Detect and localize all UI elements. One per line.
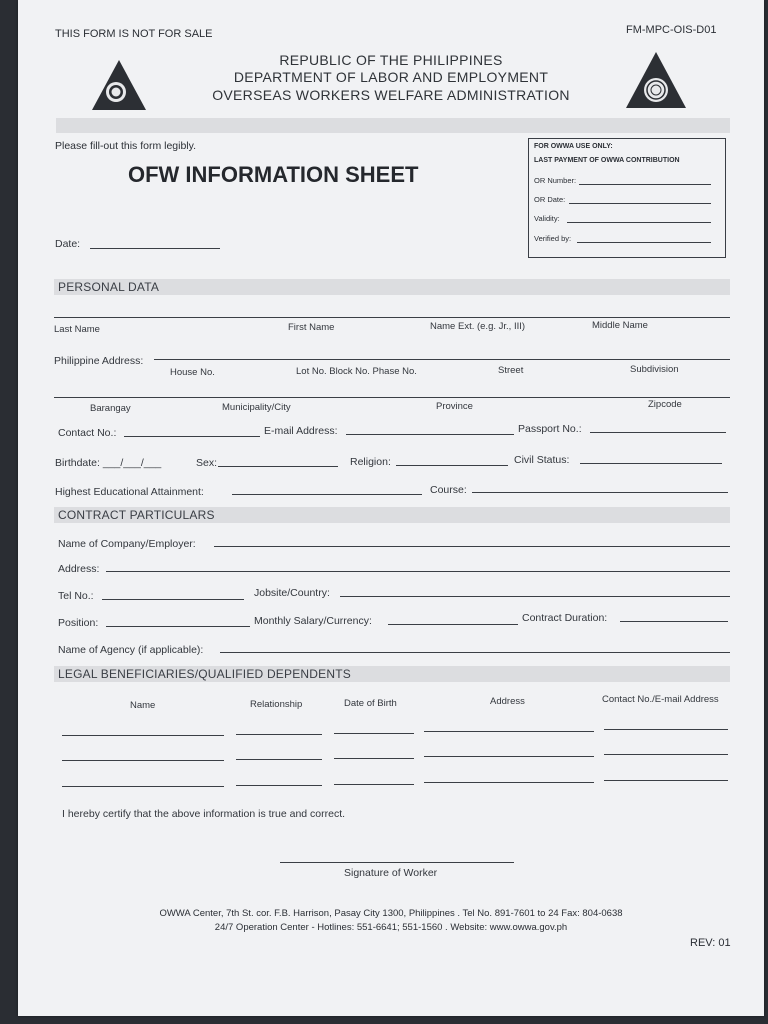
agency-field[interactable] <box>220 652 730 653</box>
passport-field[interactable] <box>590 432 726 433</box>
municipality-label: Municipality/City <box>222 402 291 413</box>
or-date-field[interactable] <box>569 203 711 204</box>
or-number-label: OR Number: <box>534 176 577 185</box>
salary-field[interactable] <box>388 624 518 625</box>
full-name-field[interactable] <box>54 317 730 318</box>
beneficiary-1-relationship[interactable] <box>236 734 322 735</box>
education-field[interactable] <box>232 494 422 495</box>
course-label: Course: <box>430 484 467 496</box>
ph-address-label: Philippine Address: <box>54 355 144 367</box>
beneficiaries-heading: LEGAL BENEFICIARIES/QUALIFIED DEPENDENTS <box>58 667 351 681</box>
personal-data-heading: PERSONAL DATA <box>58 280 160 294</box>
last-name-label: Last Name <box>54 324 100 335</box>
date-field[interactable] <box>90 248 220 249</box>
company-field[interactable] <box>214 546 730 547</box>
beneficiary-3-relationship[interactable] <box>236 785 322 786</box>
tel-label: Tel No.: <box>58 590 94 602</box>
owwa-box-subtitle: LAST PAYMENT OF OWWA CONTRIBUTION <box>534 157 680 164</box>
date-label: Date: <box>55 238 81 250</box>
footer-address: OWWA Center, 7th St. cor. F.B. Harrison, Pasay City 1300, Philippines . Tel No. 891-7601 to 24 Fax: 804-0638 <box>159 908 623 919</box>
salary-label: Monthly Salary/Currency: <box>254 615 372 627</box>
revision-label: REV: 01 <box>690 937 731 949</box>
agency-label: Name of Agency (if applicable): <box>58 644 204 656</box>
validity-label: Validity: <box>534 214 560 223</box>
signature-field[interactable] <box>280 862 514 863</box>
or-number-field[interactable] <box>579 184 711 185</box>
contract-heading: CONTRACT PARTICULARS <box>58 508 215 522</box>
position-label: Position: <box>58 617 99 629</box>
course-field[interactable] <box>472 492 728 493</box>
contact-no-field[interactable] <box>124 436 260 437</box>
form-code: FM-MPC-OIS-D01 <box>626 24 717 36</box>
zipcode-label: Zipcode <box>648 399 682 410</box>
ph-address-field-2[interactable] <box>54 397 730 398</box>
tel-field[interactable] <box>102 599 244 600</box>
header-band <box>56 118 730 133</box>
contact-no-label: Contact No.: <box>58 427 117 439</box>
first-name-label: First Name <box>288 322 335 333</box>
province-label: Province <box>436 401 473 412</box>
header-owwa: OVERSEAS WORKERS WELFARE ADMINISTRATION <box>212 87 570 103</box>
beneficiary-1-contact[interactable] <box>604 729 728 730</box>
col-contact: Contact No./E-mail Address <box>602 694 719 705</box>
middle-name-label: Middle Name <box>592 320 648 331</box>
beneficiary-3-address[interactable] <box>424 782 594 783</box>
birthdate-label: Birthdate: ___/___/___ <box>55 457 162 469</box>
verified-by-label: Verified by: <box>534 234 572 243</box>
instructions-text: Please fill-out this form legibly. <box>55 140 197 152</box>
contract-address-field[interactable] <box>106 571 730 572</box>
verified-by-field[interactable] <box>577 242 711 243</box>
col-date-of-birth: Date of Birth <box>344 698 397 709</box>
beneficiary-2-dob[interactable] <box>334 758 414 759</box>
footer-hotlines: 24/7 Operation Center - Hotlines: 551-6641; 551-1560 . Website: www.owwa.gov.ph <box>214 922 568 933</box>
email-field[interactable] <box>346 434 514 435</box>
signature-label: Signature of Worker <box>344 867 438 879</box>
beneficiaries-band <box>54 666 730 682</box>
jobsite-field[interactable] <box>340 596 730 597</box>
subdivision-label: Subdivision <box>630 364 679 375</box>
col-address: Address <box>490 696 525 707</box>
name-ext-label: Name Ext. (e.g. Jr., III) <box>430 321 526 332</box>
owwa-use-only-box <box>528 138 726 258</box>
form-title: OFW INFORMATION SHEET <box>128 162 419 187</box>
religion-field[interactable] <box>396 465 508 466</box>
civil-status-label: Civil Status: <box>514 454 570 466</box>
passport-label: Passport No.: <box>518 423 582 435</box>
ph-address-field-1[interactable] <box>154 359 730 360</box>
duration-label: Contract Duration: <box>522 612 608 624</box>
beneficiary-3-dob[interactable] <box>334 784 414 785</box>
col-relationship: Relationship <box>250 699 303 710</box>
personal-data-band <box>54 279 730 295</box>
beneficiary-2-contact[interactable] <box>604 754 728 755</box>
duration-field[interactable] <box>620 621 728 622</box>
email-label: E-mail Address: <box>264 425 338 437</box>
beneficiary-1-dob[interactable] <box>334 733 414 734</box>
form-page <box>18 0 764 1016</box>
barangay-label: Barangay <box>90 403 131 414</box>
position-field[interactable] <box>106 626 250 627</box>
beneficiary-3-contact[interactable] <box>604 780 728 781</box>
col-name: Name <box>130 700 156 711</box>
validity-field[interactable] <box>567 222 711 223</box>
not-for-sale-text: THIS FORM IS NOT FOR SALE <box>55 28 213 40</box>
company-label: Name of Company/Employer: <box>58 538 196 550</box>
beneficiary-2-relationship[interactable] <box>236 759 322 760</box>
education-label: Highest Educational Attainment: <box>55 486 204 498</box>
header-republic: REPUBLIC OF THE PHILIPPINES <box>279 52 503 68</box>
or-date-label: OR Date: <box>534 195 566 204</box>
beneficiary-1-address[interactable] <box>424 731 594 732</box>
beneficiary-1-name[interactable] <box>62 735 224 736</box>
house-no-label: House No. <box>170 367 215 378</box>
lot-block-label: Lot No. Block No. Phase No. <box>296 366 417 377</box>
beneficiary-2-name[interactable] <box>62 760 224 761</box>
sex-label: Sex: <box>196 457 218 469</box>
contract-address-label: Address: <box>58 563 100 575</box>
contract-band <box>54 507 730 523</box>
religion-label: Religion: <box>350 456 391 468</box>
jobsite-label: Jobsite/Country: <box>254 587 330 599</box>
sex-field[interactable] <box>218 466 338 467</box>
beneficiary-3-name[interactable] <box>62 786 224 787</box>
street-label: Street <box>498 365 524 376</box>
certify-text: I hereby certify that the above information is true and correct. <box>62 808 346 820</box>
beneficiary-2-address[interactable] <box>424 756 594 757</box>
civil-status-field[interactable] <box>580 463 722 464</box>
header-dole: DEPARTMENT OF LABOR AND EMPLOYMENT <box>233 69 549 85</box>
owwa-box-title: FOR OWWA USE ONLY: <box>534 143 613 150</box>
